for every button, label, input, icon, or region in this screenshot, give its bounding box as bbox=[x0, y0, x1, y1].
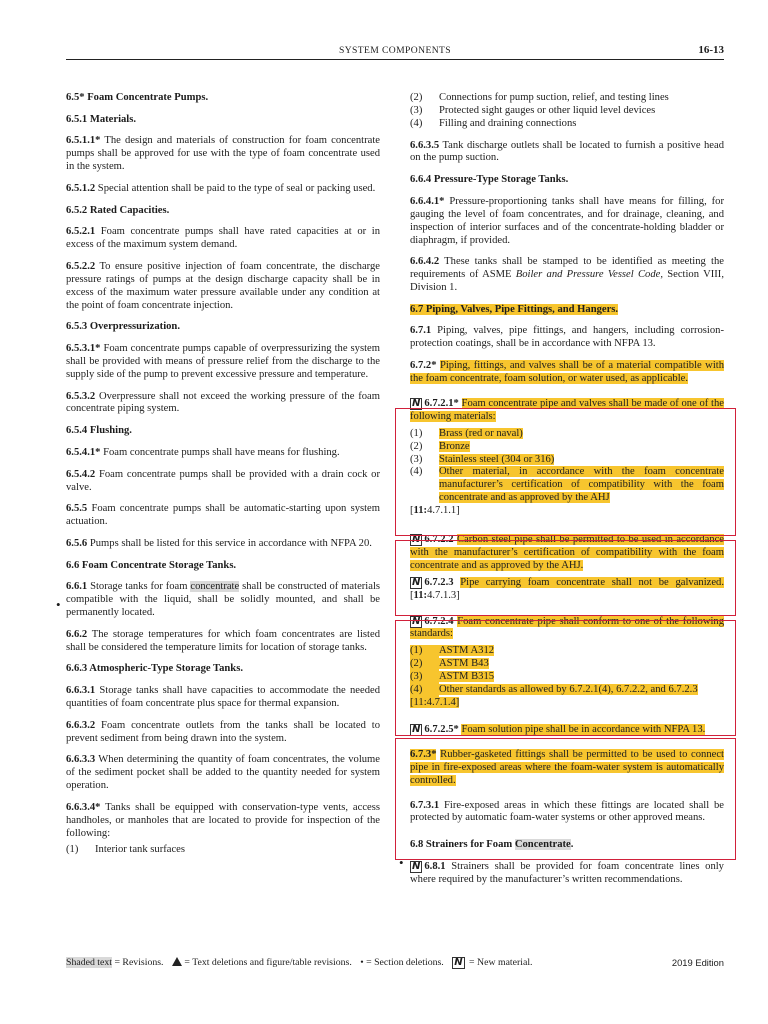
paragraph: N 6.7.2.5* Foam solution pipe shall be in accordance with NFPA 13. bbox=[412, 723, 706, 735]
legend: Shaded text = Revisions. = Text deletions and figure/table revisions. • = Section deletions. N = New material. bbox=[66, 957, 533, 968]
paragraph: 6.5.1.1* The design and materials of construction for foam concentrate pumps shall be approved for use with the type of foam concentrate used in the system. bbox=[66, 135, 380, 173]
edition: 2019 Edition bbox=[671, 957, 724, 968]
subsection-heading: 6.5.4 Flushing. bbox=[66, 425, 132, 437]
delta-icon bbox=[172, 957, 182, 966]
new-material-icon: N bbox=[412, 615, 421, 627]
paragraph: 6.5.2.1 Foam concentrate pumps shall have rated capacities at or in excess of the maximum system demand. bbox=[66, 226, 380, 251]
paragraph: 6.5.1.2 Special attention shall be paid to the type of seal or packing used. bbox=[66, 182, 376, 194]
new-material-icon: N bbox=[412, 576, 421, 588]
paragraph: 6.7.3.1 Fire-exposed areas in which these fittings are located shall be protected by automatic foam-water systems or other approved means. bbox=[410, 799, 724, 824]
section-deletion-bullet: • bbox=[399, 855, 404, 870]
paragraph: 6.6.3.1 Storage tanks shall have capacities to accommodate the needed quantities of foam concentrate plus space for thermal expansion. bbox=[66, 685, 380, 709]
subsection-heading: 6.6.4 Pressure-Type Storage Tanks. bbox=[410, 174, 569, 186]
list-item: (2) ASTM B43 bbox=[410, 658, 489, 670]
paragraph: 6.6.3.2 Foam concentrate outlets from the tanks shall be located to prevent sediment from being drawn into the system. bbox=[66, 719, 381, 744]
paragraph: 6.5.4.1* Foam concentrate pumps shall have means for flushing. bbox=[66, 446, 340, 458]
left-column bbox=[66, 92, 380, 865]
paragraph: 6.7.2* Piping, fittings, and valves shall be of a material compatible with the foam concentrate, foam solution, or water used, as applicable. bbox=[410, 360, 725, 384]
section-heading: 6.8 Strainers for Foam Concentrate. bbox=[410, 839, 574, 851]
list bbox=[410, 92, 724, 131]
paragraph: 6.5.6 Pumps shall be listed for this service in accordance with NFPA 20. bbox=[66, 537, 372, 549]
running-title: SYSTEM COMPONENTS bbox=[338, 45, 452, 56]
paragraph: 6.5.3.1* Foam concentrate pumps capable of overpressurizing the system shall be provided with means of pressure relief from the discharge to the supply side of the pump to prevent excessive pressure and temperature. bbox=[66, 343, 380, 380]
revision-box bbox=[395, 540, 736, 616]
list-item: (4) Filling and draining connections bbox=[410, 117, 577, 129]
paragraph: 6.6.3.4* Tanks shall be equipped with conservation-type vents, access handholes, or manholes that are located to provide for inspection of the following: bbox=[66, 801, 380, 839]
new-material-icon: N bbox=[412, 534, 421, 546]
revision-box bbox=[395, 408, 736, 536]
page-header bbox=[66, 43, 724, 60]
paragraph: N 6.8.1 Strainers shall be provided for foam concentrate lines only where required by the manufacturer’s written recommendations. bbox=[410, 861, 724, 885]
reference: [11:4.7.1.4] bbox=[410, 697, 460, 709]
subsection-heading: 6.5.2 Rated Capacities. bbox=[66, 204, 170, 216]
paragraph: N 6.7.2.1* Foam concentrate pipe and valves shall be made of one of the following materials: bbox=[410, 397, 724, 422]
list-item: (3) Protected sight gauges or other liquid level devices bbox=[410, 104, 656, 116]
shaded-revision: concentrate bbox=[190, 581, 240, 593]
revision-box bbox=[395, 620, 736, 736]
paragraph: 6.6.4.1* Pressure-proportioning tanks shall have means for filling, for gauging the level of foam concentrates, and for drainage, cleaning, and inspection of interior surfaces and of the concentrate-holding bladder or diaphragm, if provided. bbox=[410, 195, 724, 246]
paragraph: 6.6.3.5 Tank discharge outlets shall be located to furnish a positive head on the pump suction. bbox=[410, 139, 724, 164]
list-item: (2) Bronze bbox=[410, 440, 470, 452]
paragraph: 6.5.4.2 Foam concentrate pumps shall be provided with a drain cock or valve. bbox=[66, 468, 380, 493]
section-heading: 6.7 Piping, Valves, Pipe Fittings, and Hangers. bbox=[410, 303, 619, 315]
paragraph: 6.7.3* Rubber-gasketed fittings shall be permitted to be used to connect pipe in fire-exposed areas where the foam-water system is automatically controlled. bbox=[410, 748, 724, 786]
list-item: (4) Other material, in accordance with the foam concentrate manufacturer’s certification of compatibility with the foam concentrate and as approved by the AHJ bbox=[410, 466, 724, 504]
reference: [11:4.7.1.1] bbox=[410, 505, 460, 517]
new-material-icon: N bbox=[454, 957, 463, 968]
page-number: 16-13 bbox=[698, 44, 724, 56]
subsection-heading: 6.6.3 Atmospheric-Type Storage Tanks. bbox=[66, 663, 243, 675]
paragraph: N 6.7.2.4 Foam concentrate pipe shall conform to one of the following standards: bbox=[410, 615, 725, 640]
list-item: (3) ASTM B315 bbox=[410, 671, 495, 683]
revision-box bbox=[395, 738, 736, 860]
list-item: (4) Other standards as allowed by 6.7.2.1(4), 6.7.2.2, and 6.7.2.3 bbox=[410, 684, 698, 696]
list-item: (1) Interior tank surfaces bbox=[66, 843, 186, 855]
paragraph: 6.6.3.3 When determining the quantity of foam concentrates, the volume of the sediment pocket shall be added to the quantity needed for system operation. bbox=[66, 754, 380, 792]
list-item: (2) Connections for pump suction, relief, and testing lines bbox=[410, 92, 669, 103]
paragraph: 6.6.1 Storage tanks for foam concentrate shall be constructed of materials compatible with the liquid, shall be solidly mounted, and shall be permanently located. bbox=[66, 581, 381, 619]
section-heading: 6.6 Foam Concentrate Storage Tanks. bbox=[66, 559, 237, 571]
list-item: (1) Brass (red or naval) bbox=[410, 427, 523, 439]
new-material-icon: N bbox=[412, 397, 421, 409]
paragraph: 6.5.5 Foam concentrate pumps shall be automatic-starting upon system actuation. bbox=[66, 503, 381, 528]
section-deletion-bullet: • bbox=[56, 597, 61, 612]
paragraph: N 6.7.2.2 Carbon steel pipe shall be permitted to be used in accordance with the manufacturer’s certification of compatibility with the foam concentrate and as approved by the AHJ. bbox=[410, 534, 724, 571]
list bbox=[66, 844, 380, 857]
paragraph: 6.7.1 Piping, valves, pipe fittings, and hangers, including corrosion-protection coatings, shall be in accordance with NFPA 13. bbox=[410, 325, 724, 350]
shaded-revision: Concentrate bbox=[514, 839, 571, 851]
subsection-heading: 6.5.1 Materials. bbox=[66, 113, 137, 125]
subsection-heading: 6.5.3 Overpressurization. bbox=[66, 321, 180, 333]
paragraph: 6.5.2.2 To ensure positive injection of foam concentrate, the discharge pressure ratings of pumps at the design discharge capacity shall be in excess of the maximum water pressure available under any condition at the point of foam concentrate injection. bbox=[66, 260, 380, 311]
section-heading: 6.5* Foam Concentrate Pumps. bbox=[66, 92, 209, 103]
paragraph: 6.5.3.2 Overpressure shall not exceed the working pressure of the foam concentrate piping system. bbox=[66, 390, 381, 415]
legend-shaded-sample: Shaded text bbox=[66, 957, 112, 968]
paragraph: 6.6.4.2 These tanks shall be stamped to be identified as meeting the requirements of ASME Boiler and Pressure Vessel Code, Section VIII, Division 1. bbox=[410, 256, 724, 294]
list-item: (3) Stainless steel (304 or 316) bbox=[410, 453, 555, 465]
paragraph: 6.6.2 The storage temperatures for which foam concentrates are listed shall be considered the temperature limits for location of storage tanks. bbox=[66, 628, 380, 653]
bullet-icon: • bbox=[360, 957, 364, 968]
paragraph: N 6.7.2.3 Pipe carrying foam concentrate shall not be galvanized. [11:4.7.1.3] bbox=[410, 576, 724, 601]
list-item: (1) ASTM A312 bbox=[410, 645, 495, 657]
new-material-icon: N bbox=[412, 723, 421, 735]
new-material-icon: N bbox=[412, 861, 421, 873]
